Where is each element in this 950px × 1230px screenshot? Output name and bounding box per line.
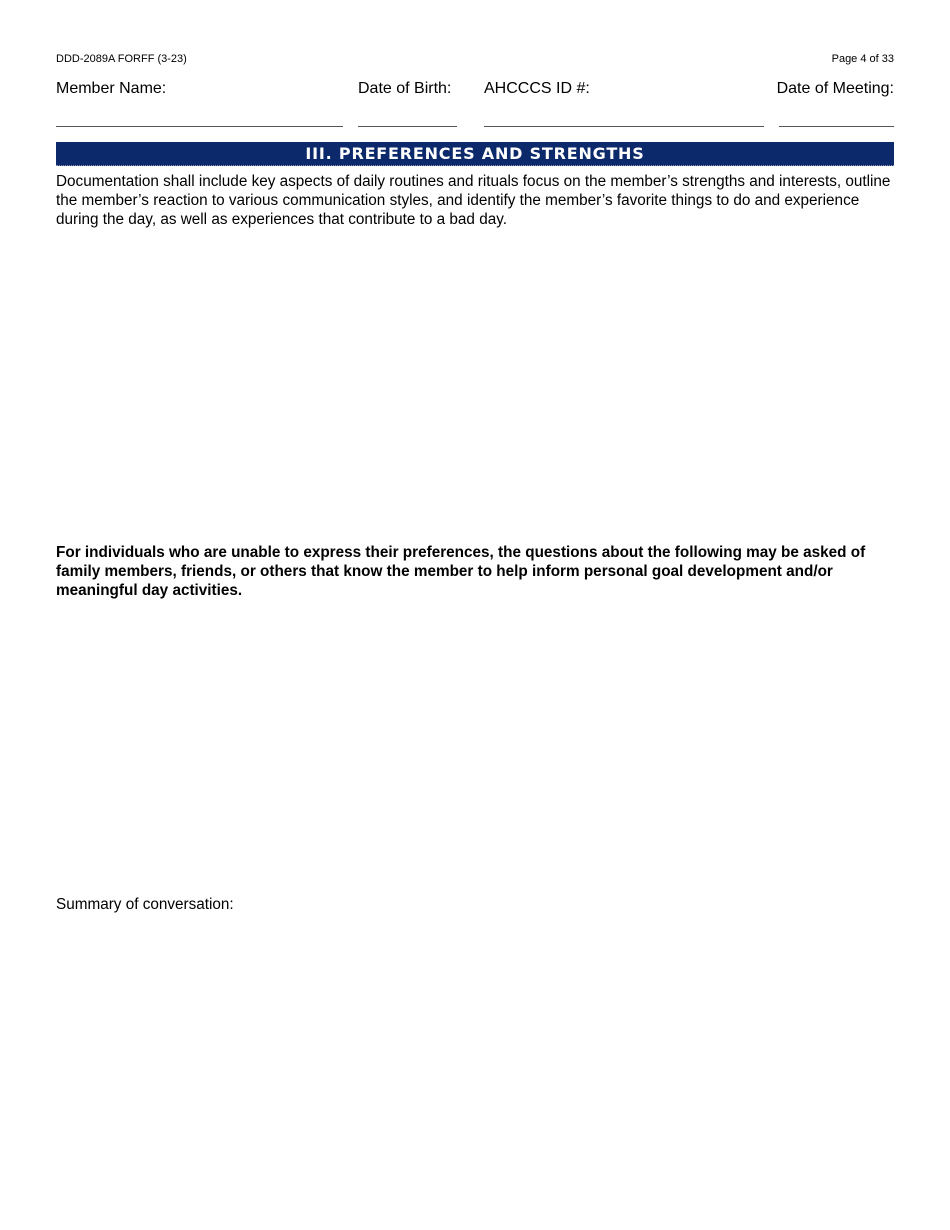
summary-response-area[interactable] xyxy=(56,920,894,1210)
date-of-meeting-label: Date of Meeting: xyxy=(776,80,894,97)
section-intro: Documentation shall include key aspects of daily routines and rituals focus on the member’s strengths and interests, outline the member’s reaction to various communication styles, and identify the member’s favorite things to do and experience during the day, as well as experiences that contribute to a bad day. xyxy=(56,173,891,228)
date-of-birth-field[interactable] xyxy=(358,126,457,127)
section-title: III. PREFERENCES AND STRENGTHS xyxy=(305,144,645,163)
ahcccs-id-field[interactable] xyxy=(484,126,764,127)
section-header xyxy=(56,142,894,166)
alternate-response-area[interactable] xyxy=(56,605,894,885)
preferences-response-area[interactable] xyxy=(56,232,894,532)
date-of-meeting-field[interactable] xyxy=(779,126,894,127)
page-number: Page 4 of 33 xyxy=(831,53,894,65)
member-name-label: Member Name: xyxy=(56,80,167,97)
summary-label: Summary of conversation: xyxy=(56,896,234,913)
alternate-instructions: For individuals who are unable to express their preferences, the questions about the following may be asked of family members, friends, or others that know the member to help inform personal goal development and/or meaningful day activities. xyxy=(56,544,866,599)
ahcccs-id-label: AHCCCS ID #: xyxy=(484,80,590,97)
member-name-field[interactable] xyxy=(56,126,343,127)
form-code: DDD-2089A FORFF (3-23) xyxy=(56,53,187,65)
date-of-birth-label: Date of Birth: xyxy=(358,80,452,97)
